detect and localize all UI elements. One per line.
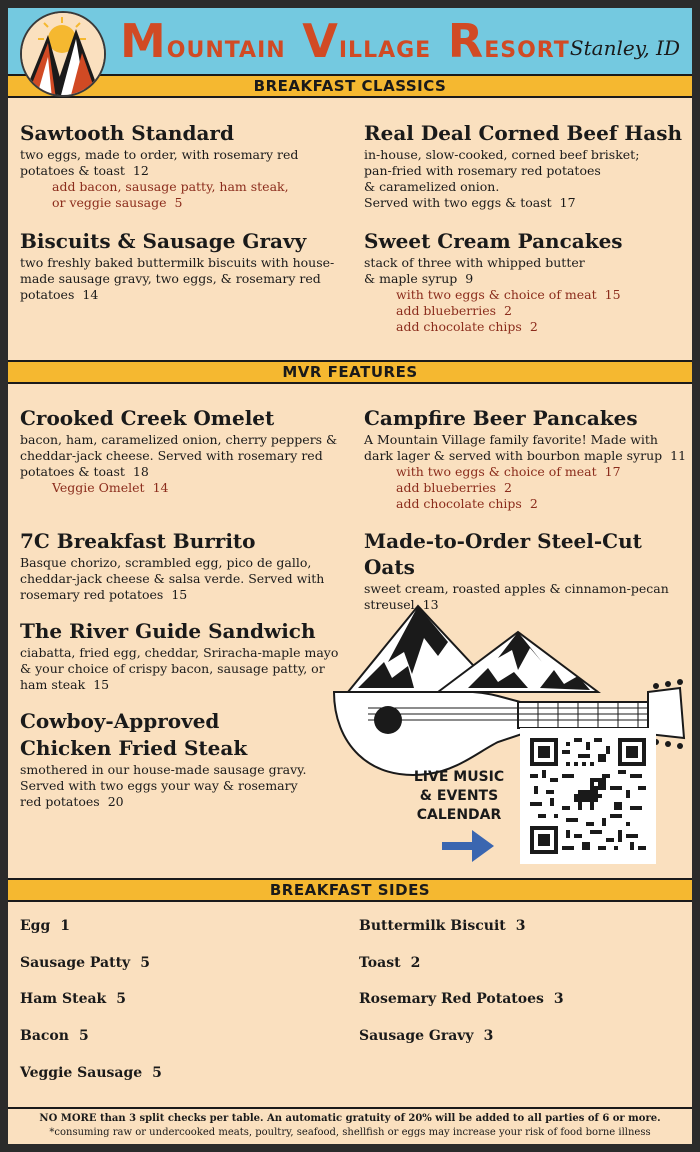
item-price: 11 <box>670 448 687 463</box>
addon-line <box>364 464 689 480</box>
side-price: 5 <box>140 955 150 971</box>
side-item <box>20 918 70 934</box>
side-name: Sausage Patty <box>20 955 131 971</box>
item-desc <box>20 645 350 693</box>
side-price: 2 <box>410 955 421 971</box>
side-price: 5 <box>78 1028 89 1044</box>
item-price: 20 <box>107 794 124 809</box>
addon-price: 15 <box>604 287 621 302</box>
split-check-policy: NO MORE than 3 split checks per table. An automatic gratuity of 20% will be added to all parties of 6 or more. <box>39 1113 661 1124</box>
menu-item-corned-beef-hash <box>364 120 689 211</box>
item-name: Sweet Cream Pancakes <box>364 229 623 253</box>
desc-line <box>364 271 689 287</box>
item-name-line: Chicken Fried Steak <box>20 736 248 760</box>
item-price: 13 <box>422 597 439 612</box>
addon-price: 2 <box>504 480 512 495</box>
side-price: 3 <box>553 991 564 1007</box>
item-price: 15 <box>93 677 110 692</box>
side-item <box>20 955 150 971</box>
addon-price: 14 <box>152 480 169 495</box>
item-desc <box>20 255 350 303</box>
desc-text: two freshly baked buttermilk biscuits with house-made sausage gravy, two eggs, & rosemary red potatoes <box>20 255 335 302</box>
section-banner-breakfast-sides: BREAKFAST SIDES <box>8 878 692 902</box>
addon-price: 5 <box>174 195 183 210</box>
side-item <box>359 1028 493 1044</box>
item-name: Biscuits & Sausage Gravy <box>20 229 307 253</box>
desc-line: in-house, slow-cooked, corned beef brisket; <box>364 147 640 162</box>
title-rest: ILLAGE <box>338 38 432 63</box>
addon-price: 2 <box>529 319 538 334</box>
menu-item-river-guide-sandwich <box>20 618 350 693</box>
side-name: Veggie Sausage <box>20 1065 143 1081</box>
desc-line <box>20 794 340 810</box>
resort-title <box>120 14 580 68</box>
desc-text: bacon, ham, caramelized onion, cherry peppers & cheddar-jack cheese. Served with rosemary red potatoes & toast <box>20 432 338 479</box>
menu-item-sweet-cream-pancakes <box>364 228 689 335</box>
qr-code-icon[interactable] <box>520 728 656 864</box>
item-desc <box>20 147 350 179</box>
addon-label: add chocolate chips <box>396 319 522 334</box>
section-banner-mvr-features: MVR FEATURES <box>8 360 692 384</box>
side-price: 5 <box>116 991 126 1007</box>
live-music-line: CALENDAR <box>416 807 502 823</box>
side-item <box>20 1028 89 1044</box>
menu-page <box>8 8 692 1144</box>
side-name: Buttermilk Biscuit <box>359 918 506 934</box>
addon-label: Veggie Omelet <box>52 480 145 495</box>
desc-line <box>364 195 689 211</box>
addon-label: with two eggs & choice of meat <box>396 464 597 479</box>
addon-price: 2 <box>529 496 538 511</box>
item-desc <box>20 555 350 603</box>
addon-line <box>364 496 689 512</box>
menu-item-biscuits-gravy <box>20 228 350 303</box>
item-price: 14 <box>82 287 99 302</box>
addon-price: 2 <box>504 303 512 318</box>
side-name: Egg <box>20 918 51 934</box>
menu-item-sawtooth-standard <box>20 120 350 211</box>
menu-item-breakfast-burrito <box>20 528 350 603</box>
desc-text: Served with two eggs & toast <box>364 195 552 210</box>
item-desc <box>20 432 350 480</box>
menu-item-chicken-fried-steak <box>20 708 340 810</box>
food-safety-disclaimer: *consuming raw or undercooked meats, poultry, seafood, shellfish or eggs may increase your risk of food borne illness <box>49 1127 651 1138</box>
header <box>8 8 692 74</box>
footer-notice <box>8 1107 692 1144</box>
desc-line: Served with two eggs your way & rosemary <box>20 778 298 793</box>
title-initial: R <box>447 14 485 68</box>
item-name: Sawtooth Standard <box>20 121 234 145</box>
side-name: Toast <box>359 955 401 971</box>
item-desc <box>364 432 689 464</box>
side-name: Ham Steak <box>20 991 107 1007</box>
side-item <box>20 991 126 1007</box>
addon-label: add blueberries <box>396 303 497 318</box>
addon-line: add bacon, sausage patty, ham steak, <box>52 179 289 194</box>
location-text: Stanley, ID <box>569 36 680 60</box>
desc-line: pan-fried with rosemary red potatoes <box>364 163 601 178</box>
side-price: 5 <box>152 1065 162 1081</box>
side-price: 3 <box>483 1028 494 1044</box>
side-name: Sausage Gravy <box>359 1028 474 1044</box>
item-name: 7C Breakfast Burrito <box>20 529 256 553</box>
addon-line <box>364 287 689 303</box>
side-item <box>20 1065 162 1081</box>
live-music-callout <box>404 768 514 825</box>
desc-text: red potatoes <box>20 794 100 809</box>
desc-line: smothered in our house-made sausage gravy. <box>20 762 307 777</box>
title-word-village <box>302 14 441 68</box>
item-name: Campfire Beer Pancakes <box>364 406 638 430</box>
desc-line: & caramelized onion. <box>364 179 500 194</box>
desc-text: Basque chorizo, scrambled egg, pico de gallo, cheddar-jack cheese & salsa verde. Served with rosemary red potatoes <box>20 555 325 602</box>
addon-line <box>364 319 689 335</box>
side-name: Rosemary Red Potatoes <box>359 991 544 1007</box>
item-name: Made-to-Order Steel-Cut Oats <box>364 529 642 579</box>
item-price: 18 <box>132 464 149 479</box>
item-price: 12 <box>132 163 149 178</box>
menu-item-crooked-creek-omelet <box>20 405 350 496</box>
item-name: The River Guide Sandwich <box>20 619 316 643</box>
side-item <box>359 991 564 1007</box>
item-price: 17 <box>559 195 576 210</box>
addon-line <box>364 480 689 496</box>
item-name: Real Deal Corned Beef Hash <box>364 121 683 145</box>
addon-line <box>20 480 350 496</box>
arrow-right-icon <box>442 828 496 864</box>
item-price: 9 <box>465 271 474 286</box>
addon-label: add blueberries <box>396 480 497 495</box>
side-item <box>359 918 526 934</box>
title-rest: OUNTAIN <box>166 38 286 63</box>
addon-line <box>364 303 689 319</box>
title-initial: V <box>302 14 339 68</box>
item-name-line: Cowboy-Approved <box>20 709 220 733</box>
addon-label: or veggie sausage <box>52 195 167 210</box>
addon-label: add chocolate chips <box>396 496 522 511</box>
section-banner-breakfast-classics: BREAKFAST CLASSICS <box>8 74 692 98</box>
title-word-resort <box>447 14 580 68</box>
live-music-line: & EVENTS <box>419 788 499 804</box>
desc-line: stack of three with whipped butter <box>364 255 585 270</box>
addon-line <box>20 195 350 211</box>
title-rest: ESORT <box>484 38 570 63</box>
desc-text: two eggs, made to order, with rosemary red potatoes & toast <box>20 147 299 178</box>
desc-text: & maple syrup <box>364 271 458 286</box>
addon-price: 17 <box>604 464 621 479</box>
side-price: 3 <box>515 918 526 934</box>
item-price: 15 <box>171 587 188 602</box>
item-name: Crooked Creek Omelet <box>20 406 275 430</box>
side-price: 1 <box>60 918 70 934</box>
live-music-line: LIVE MUSIC <box>413 769 505 785</box>
desc-text: sweet cream, roasted apples & cinnamon-pecan streusel <box>364 581 669 612</box>
addon-label: with two eggs & choice of meat <box>396 287 597 302</box>
side-item <box>359 955 420 971</box>
desc-text: ciabatta, fried egg, cheddar, Sriracha-maple mayo & your choice of crispy bacon, sausage patty, or ham steak <box>20 645 339 692</box>
title-word-mountain <box>120 14 296 68</box>
side-name: Bacon <box>20 1028 69 1044</box>
menu-item-campfire-beer-pancakes <box>364 405 689 512</box>
title-initial: M <box>120 14 167 68</box>
desc-text: A Mountain Village family favorite! Made with dark lager & served with bourbon maple syrup <box>364 432 663 463</box>
mountain-logo-icon <box>20 11 106 97</box>
